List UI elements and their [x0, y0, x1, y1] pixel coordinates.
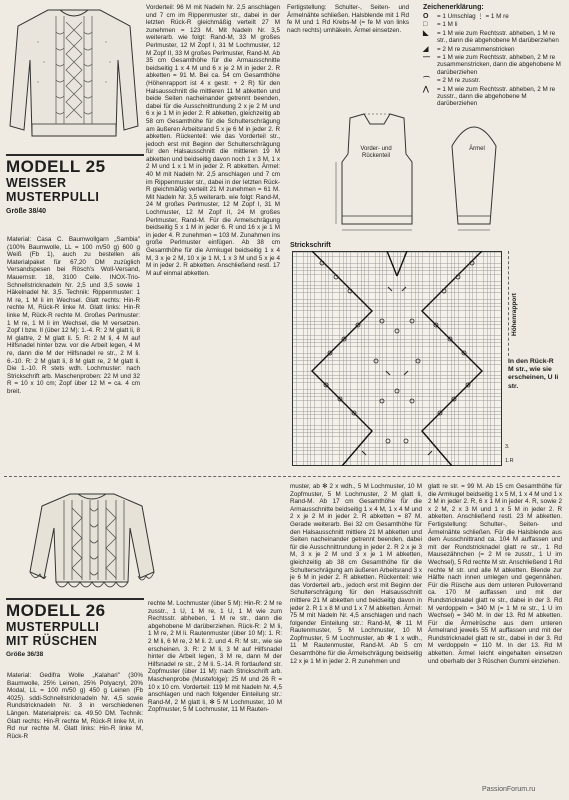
legend-item — [423, 86, 563, 108]
schematic-front-label: Vorder- und Rückenteil — [360, 146, 392, 159]
legend-text: = 1 M wie zum Rechtsstr. abheben, 2 M re zusstr., dann die abgehobene M darüberziehen — [437, 85, 556, 108]
legend-text: = 1 Umschlag ⋮ = 1 M re — [437, 13, 509, 20]
legend-item — [423, 77, 563, 84]
model-26-subtitle-1: MUSTERPULLI — [6, 620, 100, 634]
legend-item — [423, 46, 563, 53]
rueckreihen-note: In den Rück-R M str., wie sie erscheinen, U li str. — [508, 358, 559, 390]
model-25-size: Größe 38/40 — [6, 208, 47, 215]
model-26-instructions-col-2: rechte M. Lochmuster (über 5 M): Hin-R: 2 M re zusstr., 1 U, 1 M re, 1 U, 1 M wie zum Rechtsstr. abheben, 1 M re str., dann die abgehobene M darüberziehen. Rück-R: 2 M li, 1 M re, 2 M li. Rautenmuster (über 10 M): 1. R: 2 M li, 6 M re, 2 M li. 2. und 4. R: M str., wie sie erscheinen. 3. R: 2 M li, 3 M auf Hilfsnadel hinter die Arbeit legen, 3 M re, dann M der Hilfsnadel re str., 2 M li. 5.-14. R fortlaufend str. Zopfmuster (über 11 M): nach Strickschrift arb. Maschenprobe (Mustefolge): 25 M und 26 R = 10 x 10 cm. Vorderteil: 119 M mit Nadeln Nr. 4,5 anschlagen und nach folgender Einteilung str.: Rand-M, 2 M glatt li, ✻ 5 M Lochmuster, 10 M Zopfmuster, 5 M Lochmuster, 11 M Rauten- — [148, 600, 282, 714]
legend-item — [423, 54, 563, 76]
section-divider — [4, 476, 560, 477]
model-26-instructions-col-4: glatt re str. = 99 M. Ab 15 cm Gesamthöhe für die Armkugel beidseitig 1 x 5 M, 1 x 4 M und 1 x 2 M in jeder 2. R, 6 x 1 M in jeder 4. R, sowie 2 x 2 M, 2 x 3 M und 1 x 5 M in jeder 2. R abketten. Anschließend restl. 23 M abketten. Fertigstellung: Schulter-, Seiten- und Ärmelnähte schließen. Für die Halsblende aus dem Ausschnittrand ca. 104 M auffassen und mit der Rundstricknadel glatt re str., 1 Rd Mausezähnchen (= 2 M re zusstr., 1 U im Wechsel), 5 Rd rechte M str. Anschließend 1 Rd rechte M str. und alle M abketten. Blende zur Hälfte nach innen umlegen und gegennähen. Für die Rüsche aus dem unteren Pulloverrand ca. 170 M auffassen und mit der Rundstricknadel glatt re str., dabei in der 3. Rd M verdoppeln = 340 M (= 1 M re str., 1 U im Wechsel) = 340 M. In der 13. Rd M abketten. Für die Ärmelrüsche aus dem unteren Ärmelrand jeweils 55 M auffassen und mit der Rundstricknadel glatt re str., dabei in der 3. Rd M verdoppeln = 110 M. In der 13. Rd M abketten. Ärmel leicht eingehalten einsetzen und oberhalb der 3 Rüschen Gummi einziehen. — [428, 483, 562, 665]
model-26-instructions-col-3: muster, ab ✻ 2 x wdh., 5 M Lochmuster, 10 M Zopfmuster, 5 M Lochmuster, 2 M glatt li, Rand-M. Ab 17 cm Gesamthöhe für die Armausschnitte beidseitig 1 x 4 M, 1 x 4 M und 2 x je 2 M in jeder 2. R abketten = 87 M. Gerade weiterarb. Bei 32 cm Gesamthöhe für den Halsausschnitt mittlere 21 M abketten und Seiten nacheinander getrennt beenden, dabei für die Ausschnittrundung in jeder 2. R 2 x je 3 M, 3 x je 2 M und 3 x je 1 M abketten, gleichzeitig ab 38 cm Gesamthöhe für die Schulterschrägung am äußeren Arbeitsrand 3 x je 6 M in jeder 2. R abketten. Rückenteil: wie das Vorderteil arb., jedoch erst mit Beginn der Schulterschrägung für den Halsausschnitt mittlere 21 M abketten und beidseitig davon in jeder 2. R 1 x 8 M und 1 x 7 M abketten. Ärmel: 75 M mit Nadeln Nr. 4,5 anschlagen und nach folgender Einteilung str.: Rand-M, ✻ 11 M Rautenmuster, 5 M Lochmuster, 10 M Zopfmuster, 5 M Lochmuster, ab ✻ 1 x wdh., 11 M Rautenmuster, Rand-M. Ab 5 cm Gesamthöhe für die Ärmelschrägung beidseitig 12 x je 1 M in jeder 2. R zunehmen und — [290, 483, 422, 665]
model-25-subtitle-2: MUSTERPULLI — [6, 190, 100, 204]
legend-symbol: □ — [423, 21, 428, 29]
schematic-sleeve — [446, 106, 502, 234]
legend-symbol: ◣ — [423, 29, 429, 37]
legend-symbol: ◢ — [423, 45, 429, 53]
hoehenrapport-label: Höhenrapport — [511, 293, 518, 336]
legend-symbol: ⋀ — [423, 85, 429, 93]
row-3-label: 3. — [505, 444, 510, 450]
model-25-subtitle-1: WEISSER — [6, 176, 67, 190]
watermark: PassionForum.ru — [482, 786, 536, 793]
schematic-front-back — [334, 104, 414, 234]
legend-item — [423, 30, 563, 45]
sweater-25-illustration — [8, 2, 140, 152]
model-26-title: MODELL 26 — [6, 601, 106, 620]
model-25-instructions-col-3: Fertigstellung: Schulter-, Seiten- und Ärmelnähte schließen. Halsblende mit 1 Rd fe M und 1 Rd Krebs-M (= fe M von links nach rechts) umhäkeln. Ärmel einsetzen. — [287, 4, 409, 34]
sweater-26-illustration — [28, 488, 156, 594]
legend-symbol: O — [423, 13, 429, 20]
legend-item — [423, 21, 563, 28]
legend-symbol: ⌒ — [423, 77, 430, 85]
legend-text: = 1 M li — [437, 21, 458, 29]
strickschrift-pattern — [292, 251, 502, 466]
legend-text: = 2 M re zusammenstricken — [437, 45, 515, 53]
model-26-subtitle-2: MIT RÜSCHEN — [6, 634, 98, 648]
strickschrift-label: Strickschrift — [290, 242, 331, 249]
legend — [423, 4, 563, 109]
legend-symbol: — — [423, 54, 430, 62]
model-26-size: Größe 36/38 — [6, 651, 44, 658]
legend-text: = 2 M re zusstr. — [437, 77, 481, 85]
model-25-title: MODELL 25 — [6, 157, 106, 176]
legend-title: Zeichenerklärung: — [423, 4, 484, 11]
schematic-sleeve-label: Ärmel — [469, 146, 485, 152]
legend-text: = 1 M wie zum Rechtsstr. abheben, 1 M re str., dann die abgehobene M darüberziehen — [437, 29, 559, 45]
legend-text: = 1 M wie zum Rechtsstr. abheben, 2 M re zusammenstricken, dann die abgehobene M darüberziehen — [437, 54, 561, 76]
row-start-label: 1.R — [505, 458, 514, 464]
model-25-instructions-col-1: Material: Casa C. Baumwollgarn „Sambia" (100% Baumwolle, LL = 100 m/50 g) 600 g Weiß (Fb 1), auch zu bestellen als Materialpaket für 67,20 DM zuzüglich Versandspesen bei Rösch's Woll-Versand, Mauernstr. 18, 3100 Celle. INOX-Trio-Schnellstricknadeln Nr. 2,5 und 3,5 sowie 1 Häkelnadel Nr. 3,5. Technik: Rippenmuster: 1 M re, 1 M li im Wechsel. Glatt rechts: Hin-R rechte M, Rück-R linke M. Glatt links: Hin-R linke M, Rück-R rechte M. Großes Perlmuster: 1 M re, 1 M li im Wechsel, die M versetzen. Zopf I bzw. II (über 12 M): 1.-4. R: 2 M glatt li, 8 M glattre, 2 M glatt li. 5. R: 2 M li, 4 M auf Hilfsnadel hinter bzw. vor die Arbeit legen, 4 M re, dann die M der Hilfsnadel re str., 2 M li. 6.-10. R: 2 M glatt li, 8 M glatt re, 2 M glatt li. Die 1.-10. R stets wdh. Lochmuster: nach Strickschrift arb. Maschenproben: 22 M und 32 R = 10 x 10 cm; Zopf über 12 M = ca. 4 cm breit. — [7, 236, 140, 395]
model-26-instructions-col-1: Material: Gedifra Wolle „Kalahari" (30% Baumwolle, 25% Leinen, 25% Polyacryl, 20% Modal, LL = 100 m/50 g) 450 g Leinen (Fb 4025). sddi-Schnellstricknadeln Nr. 4,5 sowie Rundstricknadeln Nr. 3 in verschiedenen Längen. Materialpreis: ca. 49.50 DM. Technik: Glatt rechts: Hin-R rechte M, Rück-R linke M, in Rd nur rechte M. Glatt links: Hin-R linke M, Rück-R — [7, 672, 143, 740]
model-25-instructions-col-2: Vorderteil: 96 M mit Nadeln Nr. 2,5 anschlagen und 7 cm im Rippenmuster str., dabei in der letzten Rück-R gleichmäßig verteilt 27 M zunehmen = 123 M. Mit Nadeln Nr. 3,5 weiterarb. wie folgt: Rand-M, 33 M großes Perlmuster, 12 M Zopf I, 31 M Lochmuster, 12 M Zopf II, 33 M großes Perlmuster, Rand-M. Ab 35 cm Gesamthöhe für die Armausschnitte beidseitig 1 x 4 M und 6 x je 2 M in jeder 2. R abketten = 91 M. Bei ca. 54 cm Gesamthöhe (Höhenrapport ist 4 x gestr. + 2 R) für den Halsausschnitt die mittleren 11 M abketten und beide Seiten nacheinander getrennt beenden, dabei für die Ausschnittrundung 2 x je 2 M und 6 x je 1 M in jeder 2. R abketten, gleichzeitig ab 58 cm Gesamthöhe für die Schulterschrägung am äußeren Arbeitsrand 5 x je 6 M in jeder 2. R abketten. Rückenteil: wie das Vorderteil str., jedoch erst mit Beginn der Schulterschrägung für den Halsausschnitt die mittleren 19 M abketten und beidseitig davon noch 1 x 3 M, 1 x 2 M und 1 x 1 M in jeder 2. R abketten. Ärmel: 40 M mit Nadeln Nr. 2,5 anschlagen und 7 cm im Rippenmuster str., dabei in der letzten Rück-R gleichmäßig verteilt 21 M zunehmen = 61 M. Mit Nadeln Nr. 3,5 weiterarb. wie folgt: Rand-M, 24 M großes Perlmuster, 12 M Zopf I, 31 M Lochmuster, 12 M Zopf II, 24 M großes Perlmuster, Rand-M. Für die Armelschrägung beidseitig 5 x 1 M in jeder 6. R und 16 x je 1 M in jeder 4. R zunehmen = 103 M. Zunahmen ins große Perlmuster einfügen. Ab 38 cm Gesamthöhe für die Armkugel beidseitig 1 x 4 M, 3 x je 2 M, 10 x je 1 M, 1 x 3 M und 5 x je 4 M in jeder 2. R abketten. Anschließend restl. 17 M auf einmal abketten. — [146, 4, 280, 277]
legend-item — [423, 13, 563, 20]
